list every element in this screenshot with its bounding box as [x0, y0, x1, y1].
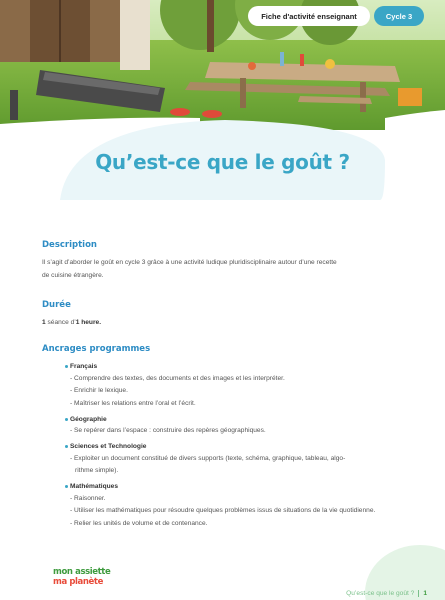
duree-count: 1	[42, 319, 46, 326]
maths-line-2: - Utiliser les mathématiques pour résoudre quelques problèmes issus de situations de la vie quotidienne.	[70, 507, 376, 514]
logo-line-2: ma planète	[53, 577, 103, 587]
sciences-block	[70, 441, 402, 478]
page-footer	[346, 590, 427, 597]
francais-block	[70, 361, 402, 411]
duree-section	[42, 300, 402, 330]
geographie-block	[70, 413, 402, 438]
bullet-icon	[65, 485, 68, 488]
cycle-badge: Cycle 3	[374, 6, 424, 26]
maths-block	[70, 481, 402, 531]
footer-divider	[418, 590, 419, 597]
logo-line-1: mon assiette	[53, 567, 111, 577]
brand-logo	[53, 567, 117, 587]
bullet-icon	[65, 445, 68, 448]
duree-text	[42, 317, 402, 330]
activity-type-badge: Fiche d'activité enseignant	[248, 6, 370, 26]
description-line-1: Il s’agit d’aborder le goût en cycle 3 grâce à une activité ludique pluridisciplinaire autour d’une recette	[42, 259, 337, 266]
sciences-line-2: rithme simple).	[75, 467, 119, 474]
sciences-title: Sciences et Technologie	[70, 443, 147, 450]
francais-title: Français	[70, 363, 98, 370]
page-number: 1	[423, 590, 427, 597]
sciences-line-1: - Exploiter un document constitué de divers supports (texte, schéma, graphique, tableau, algo-	[70, 454, 346, 462]
francais-line-1: - Comprendre des textes, des documents et des images et les interpréter.	[70, 374, 285, 382]
duree-heading: Durée	[42, 300, 71, 310]
ancrages-heading: Ancrages programmes	[42, 343, 151, 354]
maths-title: Mathématiques	[70, 483, 118, 490]
geographie-title: Géographie	[70, 415, 107, 423]
footer-title: Qu’est-ce que le goût ?	[346, 590, 415, 597]
maths-line-1: - Raisonner.	[70, 494, 106, 502]
page-title: Qu’est-ce que le goût ?	[95, 150, 350, 174]
bullet-icon	[65, 365, 68, 368]
description-section	[42, 240, 402, 282]
duree-duration: 1 heure.	[75, 319, 102, 326]
geographie-line-1: - Se repérer dans l’espace : construire des repères géographiques.	[70, 427, 266, 434]
main-content	[42, 240, 402, 530]
description-heading: Description	[42, 240, 97, 250]
francais-line-3: - Maîtriser les relations entre l’oral et l’écrit.	[70, 399, 196, 407]
bullet-icon	[65, 418, 68, 421]
maths-line-3: - Relier les unités de volume et de contenance.	[70, 519, 208, 527]
francais-line-2: - Enrichir le lexique.	[70, 387, 128, 394]
duree-middle: séance d’	[45, 319, 76, 326]
description-line-2: de cuisine étrangère.	[42, 271, 104, 279]
ancrages-section	[42, 344, 402, 531]
